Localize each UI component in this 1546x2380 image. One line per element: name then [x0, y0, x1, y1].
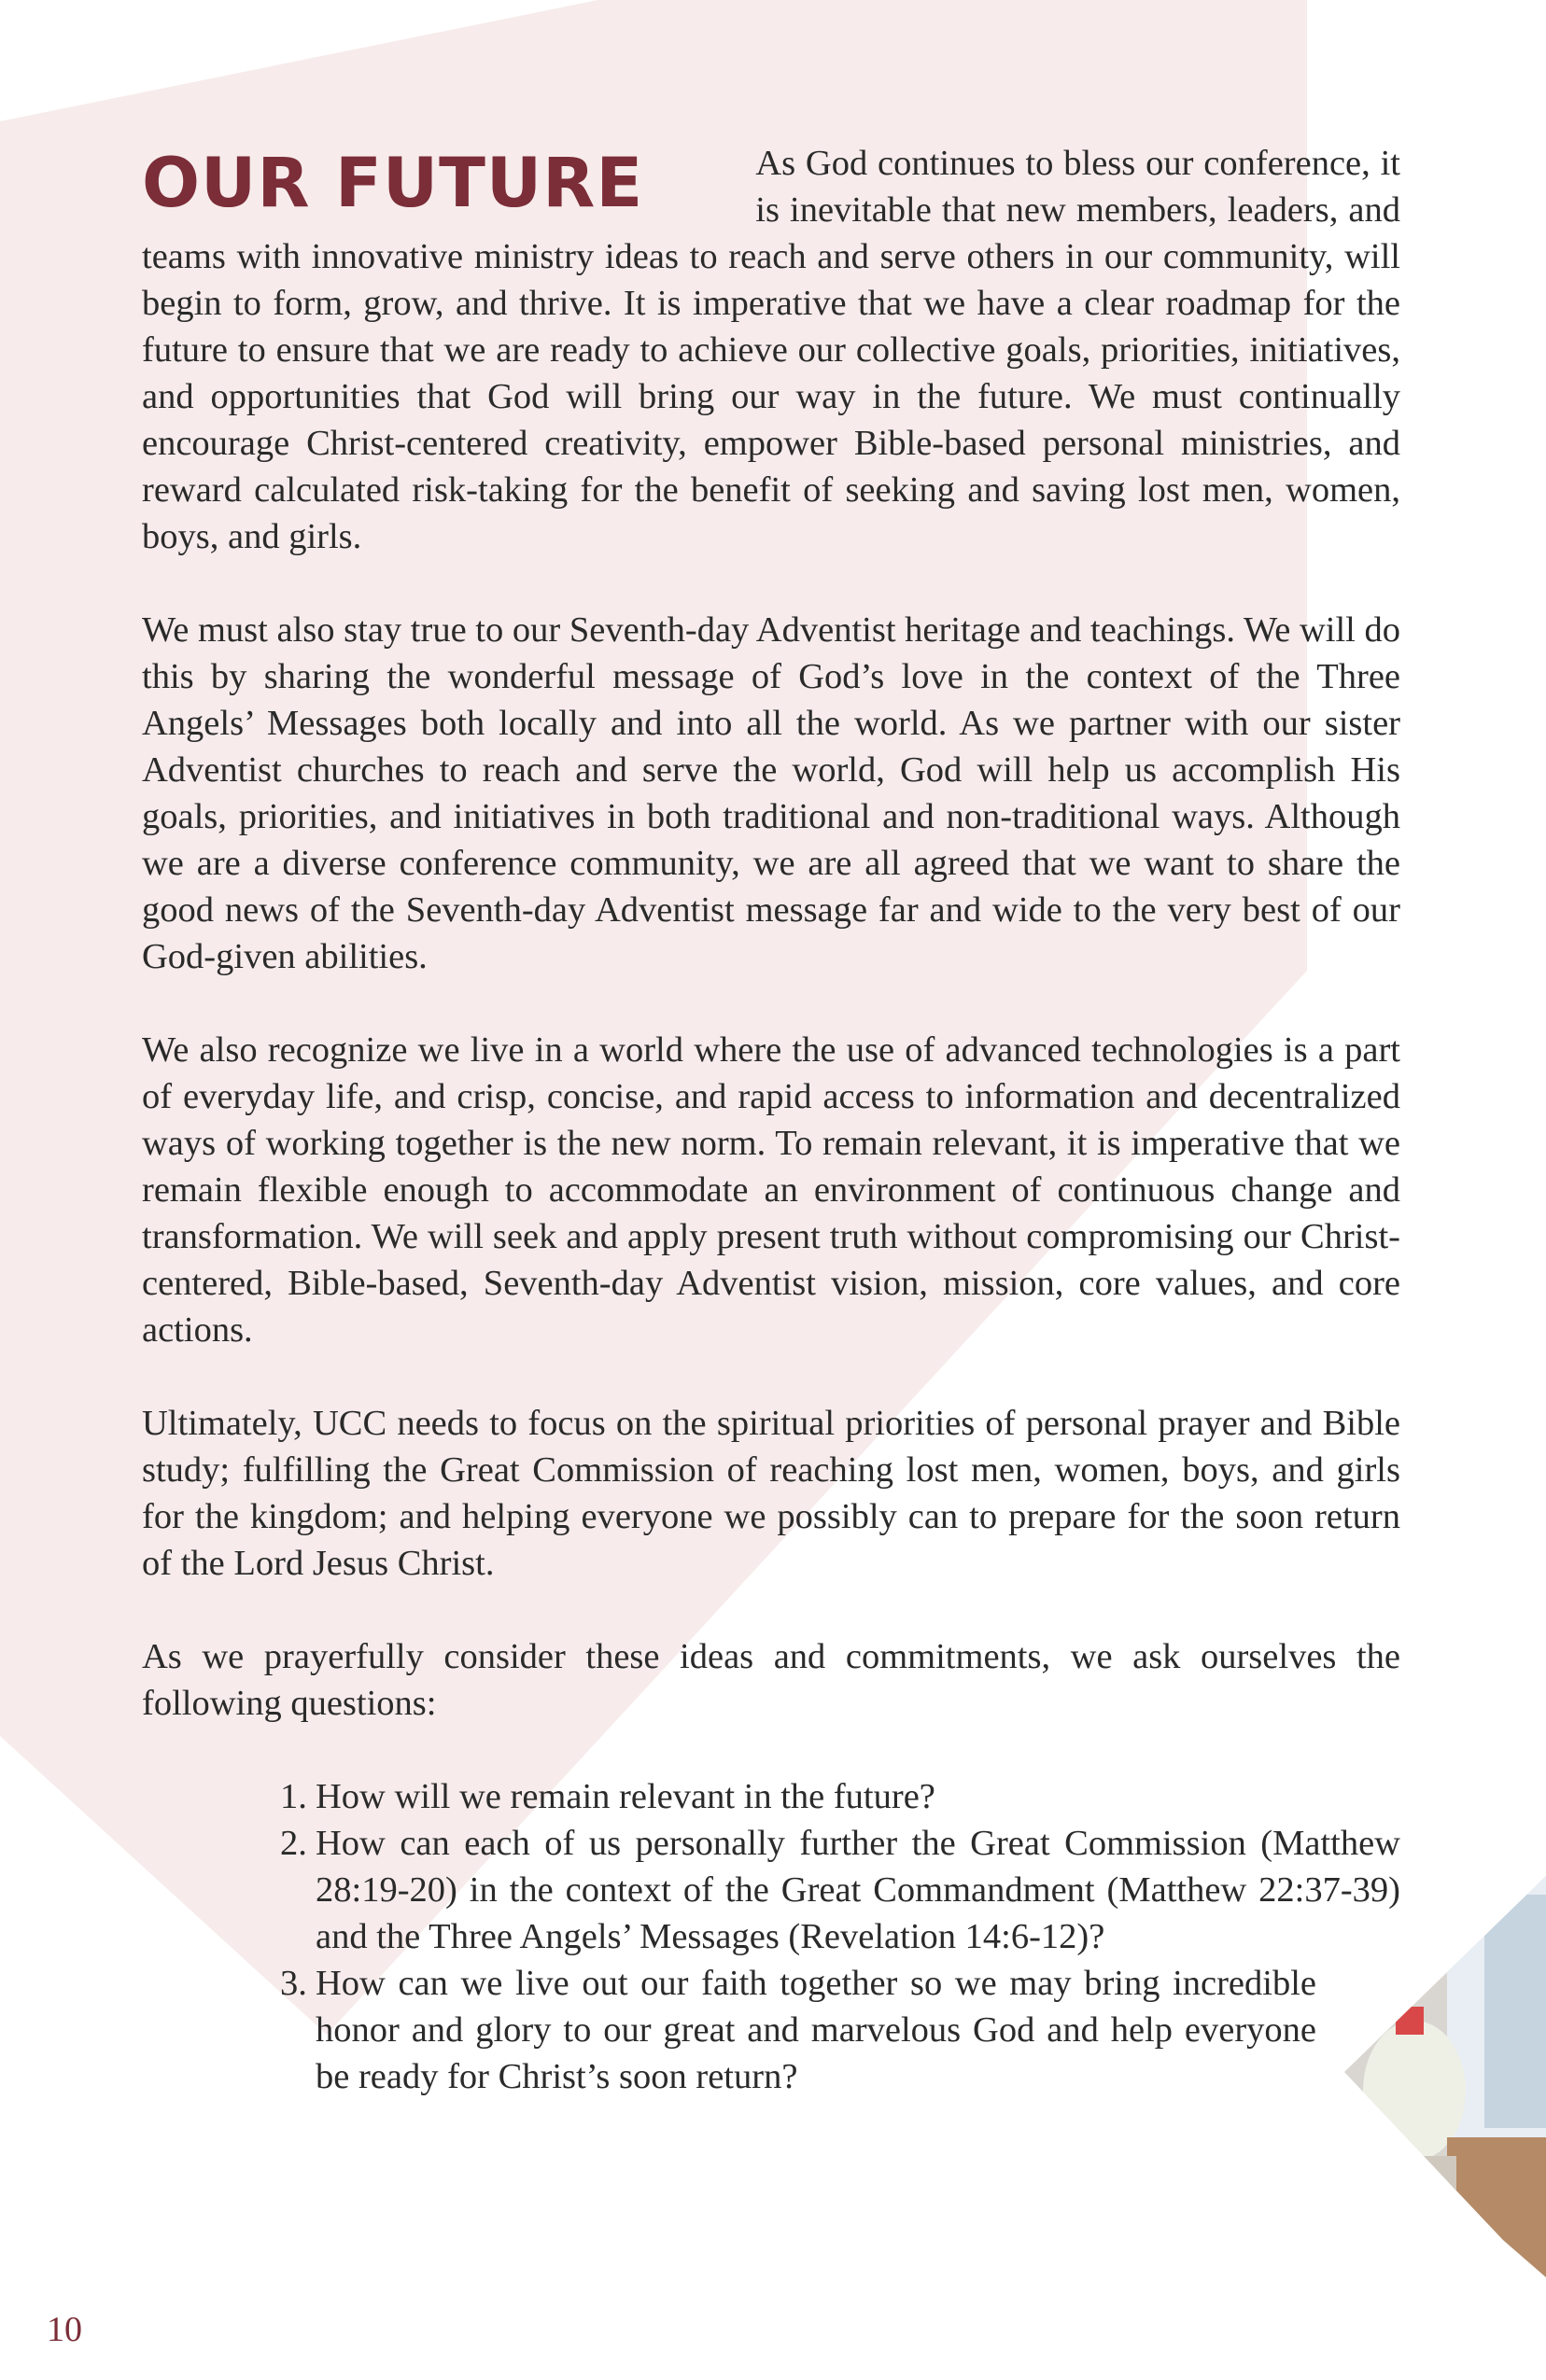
paragraph-heritage: We must also stay true to our Seventh-day Adventist heritage and teachings. We will do this by sharing the wonderful message of God’s love in the context of the Three Angels’ Messages both locally and into all the world. As we partner with our sister Adventist churches to reach and serve the world, God will help us accomplish His goals, priorities, and initiatives in both traditional and non-traditional ways. Although we are a diverse conference community, we are all agreed that we want to share the good news of the Seventh-day Adventist message far and wide to the very best of our God-given abilities.: [142, 610, 1400, 976]
list-item-number: 1.: [280, 1777, 307, 1816]
list-item: [280, 1773, 1400, 1820]
paragraph-questions-intro: As we prayerfully consider these ideas and commitments, we ask ourselves the following questions:: [142, 1637, 1400, 1723]
list-item: [280, 1960, 1316, 2100]
paragraph-technology: We also recognize we live in a world where the use of advanced technologies is a part of everyday life, and crisp, concise, and rapid access to information and decentralized ways of working together is the new norm. To remain relevant, it is imperative that we remain flexible enough to accommodate an environment of continuous change and transformation. We will seek and apply present truth without compromising our Christ-centered, Bible-based, Seventh-day Adventist vision, mission, core values, and core actions.: [142, 1030, 1400, 1350]
paragraph-priorities: Ultimately, UCC needs to focus on the spiritual priorities of personal prayer and Bible study; fulfilling the Great Commission of reaching lost men, women, boys, and girls for the kingdom; and helping everyone we possibly can to prepare for the soon return of the Lord Jesus Christ.: [142, 1404, 1400, 1583]
list-item-text: How can we live out our faith together so we may bring incredible honor and glory to our great and marvelous God and help everyone be ready for Christ’s soon return?: [316, 1964, 1316, 2096]
list-item-number: 3.: [280, 1964, 307, 2003]
list-item-number: 2.: [280, 1824, 307, 1863]
list-item-text: How can each of us personally further the Great Commission (Matthew 28:19-20) in the context of the Great Commandment (Matthew 22:37-39) and the Three Angels’ Messages (Revelation 14:6-12)?: [316, 1824, 1400, 1956]
questions-list: [142, 1773, 1400, 2100]
list-item-text: How will we remain relevant in the future?: [316, 1777, 935, 1816]
article: [142, 140, 1400, 2100]
page-number: 10: [47, 2310, 82, 2349]
paragraph-intro: As God continues to bless our conference, it is inevitable that new members, leaders, and teams with innovative ministry ideas to reach and serve others in our community, will begin to form, grow, and thrive. It is imperative that we have a clear roadmap for the future to ensure that we are ready to achieve our collective goals, priorities, initiatives, and opportunities that God will bring our way in the future. We must continually encourage Christ-centered creativity, empower Bible-based personal ministries, and reward calculated risk-taking for the benefit of seeking and saving lost men, women, boys, and girls.: [142, 144, 1400, 556]
page-title: OUR FUTURE: [142, 144, 644, 223]
list-item: [280, 1820, 1400, 1960]
